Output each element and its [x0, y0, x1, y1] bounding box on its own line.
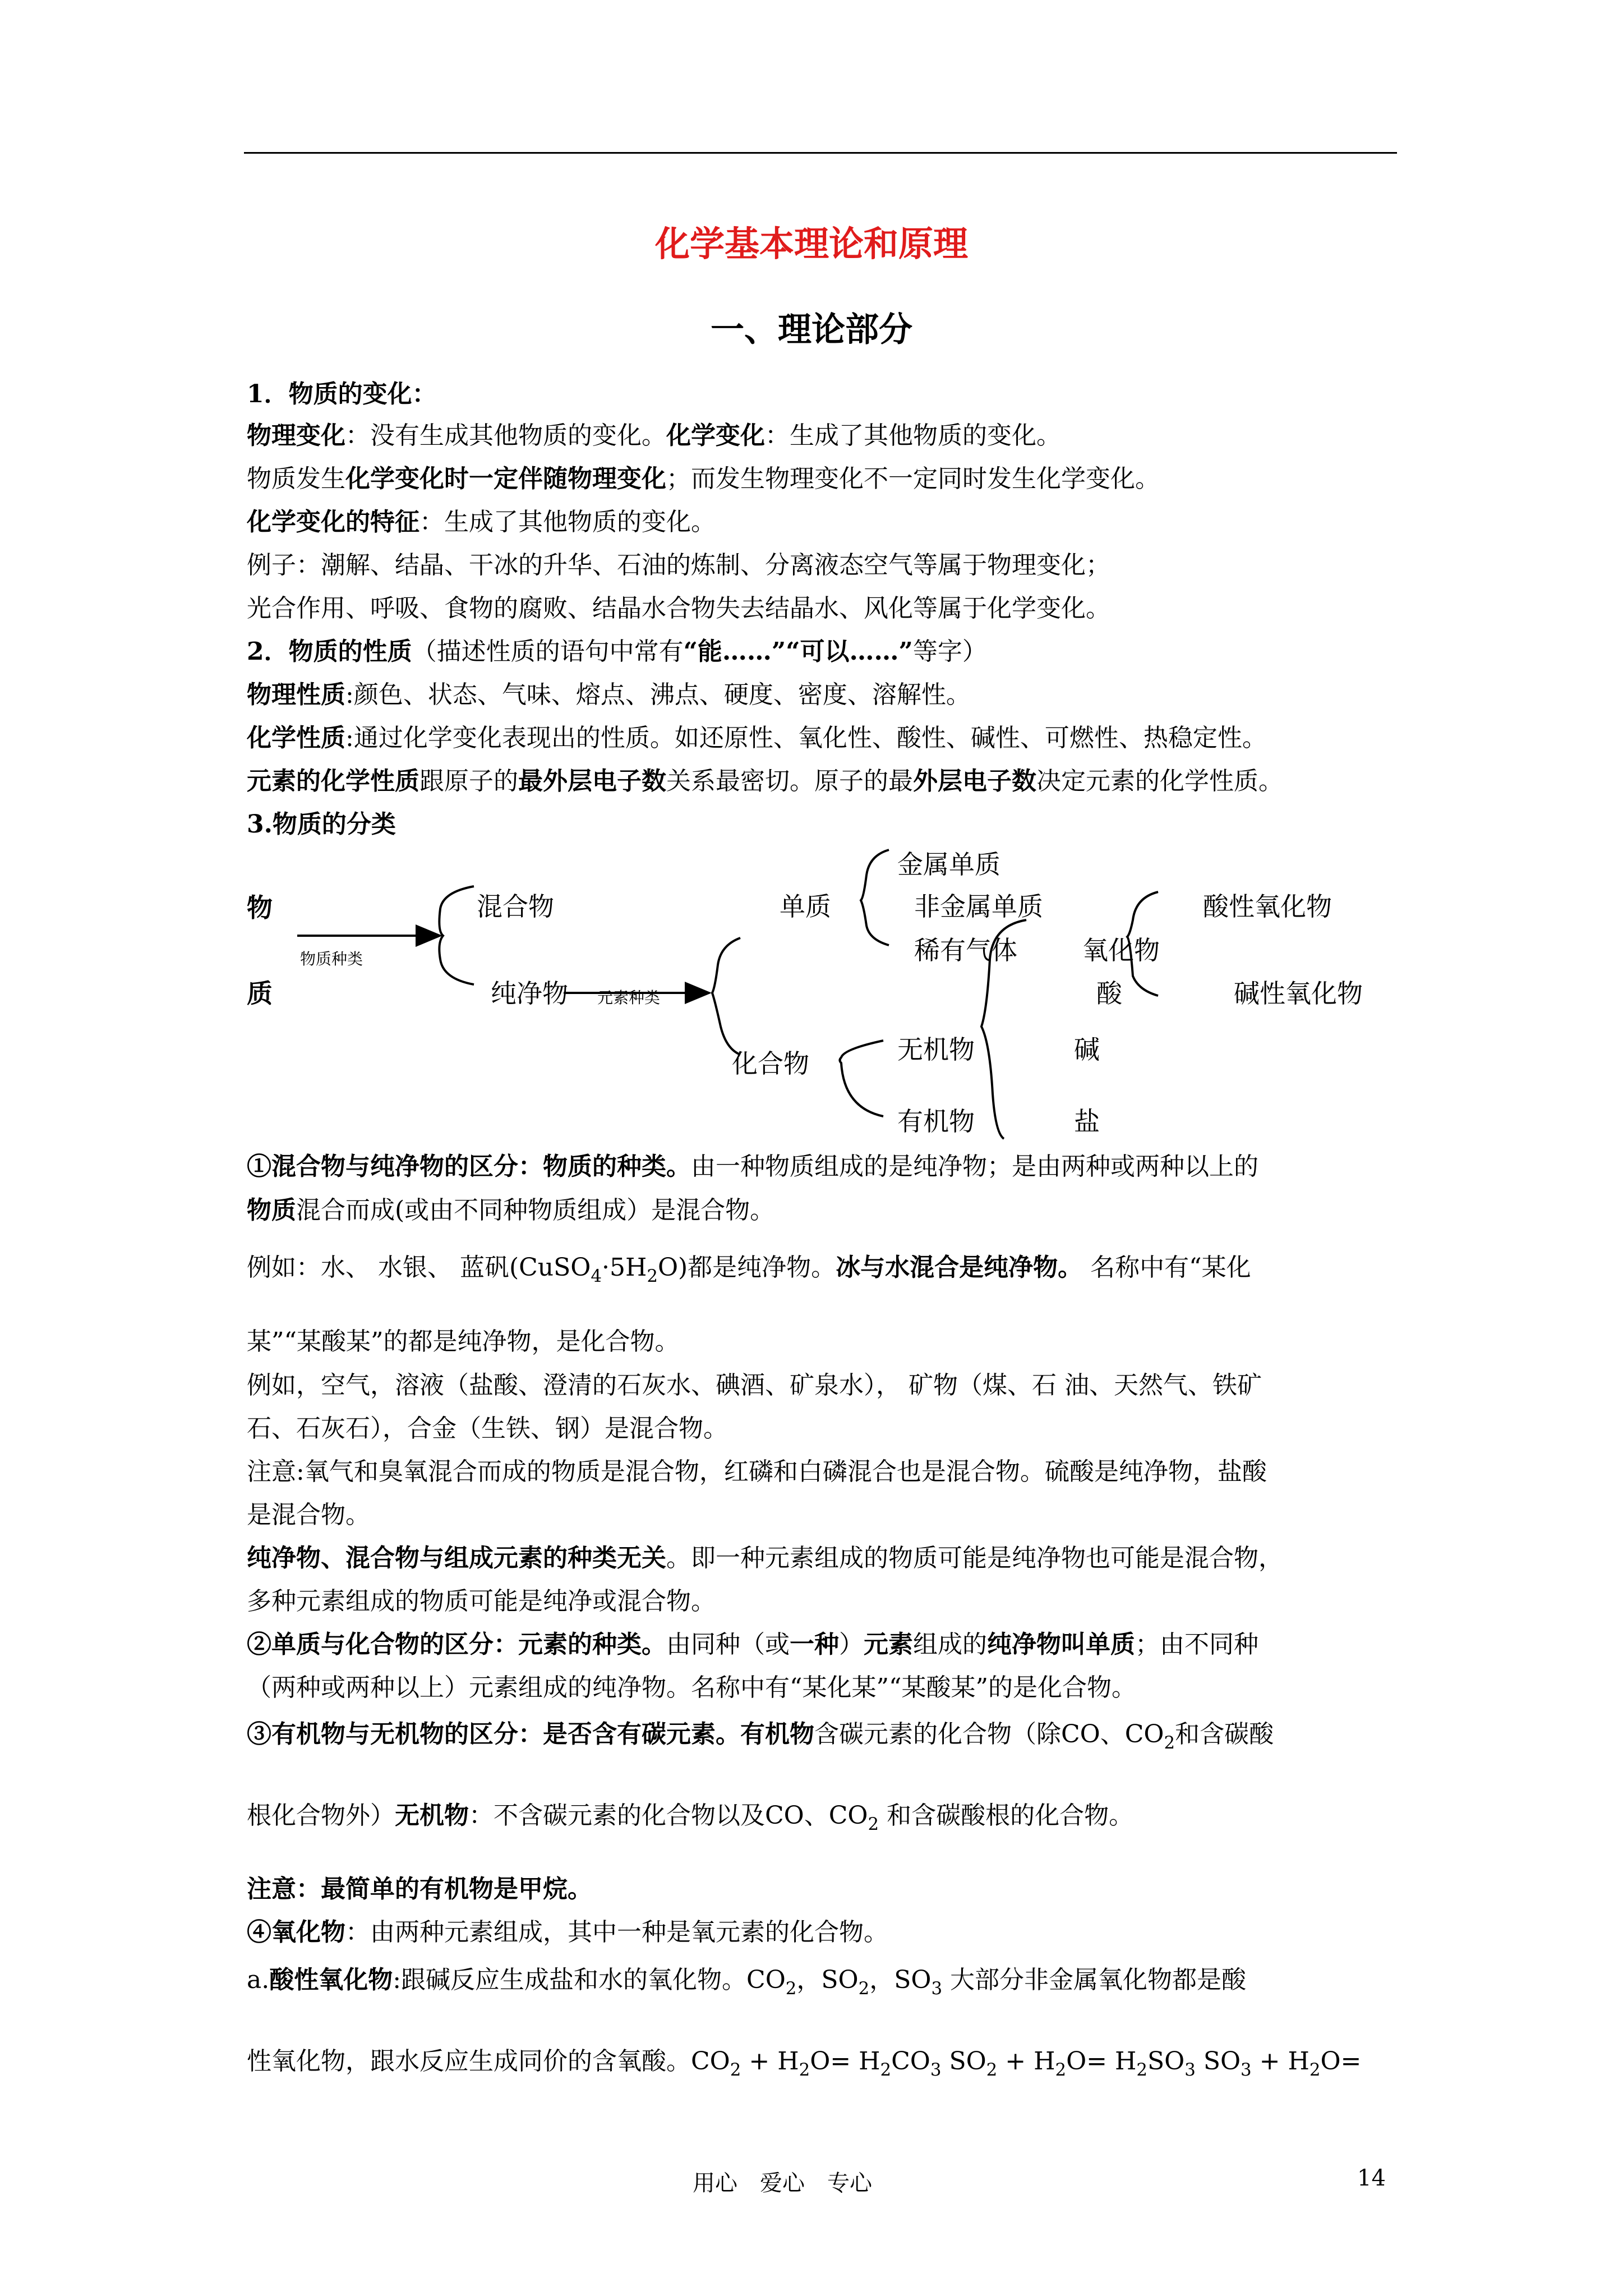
text-line: 例如，空气，溶液（盐酸、澄清的石灰水、碘酒、矿泉水）， 矿物（煤、石 油、天然气、铁矿 [247, 1371, 1262, 1400]
section-1-heading: 1．物质的变化： [247, 380, 437, 408]
text-line: 物质发生化学变化时一定伴随物理变化；而发生物理变化不一定同时发生化学变化。 [247, 464, 1160, 493]
text-line: 性氧化物，跟水反应生成同价的含氧酸。$CO_2 + H_2O= H_2CO_3$ $SO_2 + H_2O= H_2SO_3$ $SO_3 + H_2O=$ [247, 2047, 1362, 2080]
text-line: 注意:氧气和臭氧混合而成的物质是混合物，红磷和白磷混合也是混合物。硫酸是纯净物，盐酸 [247, 1457, 1267, 1486]
text-line: a.酸性氧化物:跟碱反应生成盐和水的氧化物。$CO_2$，$SO_2$，$SO_3$ 大部分非金属氧化物都是酸 [247, 1966, 1247, 1999]
tree-label-wu: 物 [247, 892, 273, 923]
section-3-heading: 3.物质的分类 [247, 810, 396, 839]
tree-node-mixture: 混合物 [477, 891, 554, 922]
tree-node-inorganic: 无机物 [897, 1034, 975, 1065]
text-line: 注意：最简单的有机物是甲烷。 [247, 1875, 592, 1903]
tree-node-nonmetal: 非金属单质 [914, 891, 1043, 922]
text-line: 是混合物。 [247, 1501, 370, 1529]
tree-node-pure: 纯净物 [491, 978, 568, 1009]
text-line: 物质混合而成(或由不同种物质组成）是混合物。 [247, 1196, 775, 1225]
tree-arrow-label-element: 元素种类 [597, 988, 661, 1007]
tree-node-oxide: 氧化物 [1082, 935, 1160, 965]
text-line: 元素的化学性质跟原子的最外层电子数关系最密切。原子的最外层电子数决定元素的化学性质。 [247, 767, 1283, 795]
part-heading: 一、理论部分 [711, 310, 912, 349]
tree-node-acidic-oxide: 酸性氧化物 [1203, 891, 1332, 922]
text-line: 纯净物、混合物与组成元素的种类无关。即一种元素组成的物质可能是纯净物也可能是混合物， [247, 1544, 1283, 1572]
text-line: 多种元素组成的物质可能是纯净或混合物。 [247, 1587, 716, 1616]
tree-node-element-substance: 单质 [780, 891, 831, 922]
text-line: （两种或两种以上）元素组成的纯净物。名称中有“某化某”“某酸某”的是化合物。 [247, 1673, 1136, 1702]
text-line: ③有机物与无机物的区分：是否含有碳元素。有机物含碳元素的化合物（除CO、$CO_2$和含碳酸 [247, 1720, 1274, 1753]
tree-node-basic-oxide: 碱性氧化物 [1234, 978, 1363, 1009]
document-title: 化学基本理论和原理 [654, 223, 968, 264]
page-number: 14 [1357, 2165, 1386, 2191]
text-line: 例子：潮解、结晶、干冰的升华、石油的炼制、分离液态空气等属于物理变化； [247, 551, 1110, 579]
text-line: 石、石灰石），合金（生铁、钢）是混合物。 [247, 1414, 728, 1443]
tree-node-acid: 酸 [1096, 978, 1122, 1009]
tree-arrow-label-kind: 物质种类 [300, 950, 363, 968]
text-line: 化学性质:通过化学变化表现出的性质。如还原性、氧化性、酸性、碱性、可燃性、热稳定性。 [247, 724, 1267, 752]
text-line: ②单质与化合物的区分：元素的种类。由同种（或一种）元素组成的纯净物叫单质；由不同种 [247, 1630, 1258, 1659]
text-line: 物理变化：没有生成其他物质的变化。化学变化：生成了其他物质的变化。 [247, 421, 1061, 450]
tree-node-noble-gas: 稀有气体 [914, 935, 1017, 965]
tree-node-organic: 有机物 [897, 1106, 975, 1137]
text-line: ④氧化物：由两种元素组成，其中一种是氧元素的化合物。 [247, 1918, 888, 1947]
text-line: ①混合物与纯净物的区分：物质的种类。由一种物质组成的是纯净物；是由两种或两种以上的 [247, 1152, 1258, 1181]
tree-node-salt: 盐 [1074, 1106, 1100, 1137]
text-line: 根化合物外）无机物：不含碳元素的化合物以及CO、$CO_2$ 和含碳酸根的化合物。 [247, 1801, 1134, 1834]
text-line: 化学变化的特征：生成了其他物质的变化。 [247, 508, 716, 536]
footer-motto: 用心 爱心 专心 [693, 2170, 872, 2196]
text-line: 某”“某酸某”的都是纯净物，是化合物。 [247, 1327, 680, 1356]
tree-node-base: 碱 [1074, 1034, 1100, 1065]
text-line: 光合作用、呼吸、食物的腐败、结晶水合物失去结晶水、风化等属于化学变化。 [247, 594, 1110, 623]
text-line: 例如：水、 水银、 蓝矾$(CuSO_4\cdot 5H_2O)$都是纯净物。冰与水混合是纯净物。 名称中有“某化 [247, 1253, 1251, 1286]
tree-node-metal: 金属单质 [897, 849, 1000, 880]
text-line: 物理性质:颜色、状态、气味、熔点、沸点、硬度、密度、溶解性。 [247, 680, 971, 709]
tree-label-zhi: 质 [247, 978, 273, 1009]
section-2-heading: 2．物质的性质（描述性质的语句中常有“能……”“可以……”等字） [247, 637, 987, 666]
tree-node-compound: 化合物 [732, 1048, 809, 1079]
